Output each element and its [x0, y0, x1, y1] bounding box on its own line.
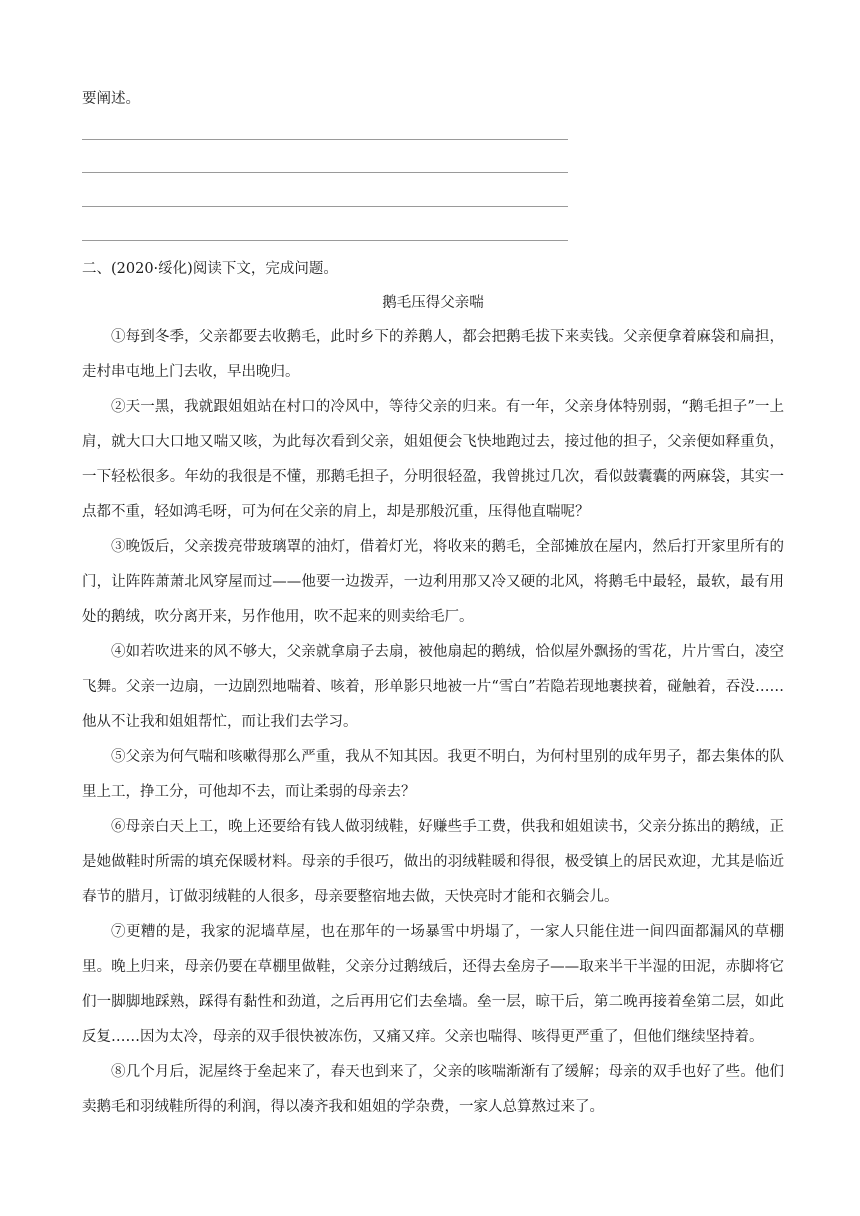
answer-line-3[interactable] — [82, 206, 568, 207]
answer-line-2[interactable] — [82, 172, 568, 173]
paragraph-2: ②天一黑，我就跟姐姐站在村口的冷风中，等待父亲的归来。有一年，父亲身体特别弱，“鹅毛担子”一上肩，就大口大口地又喘又咳，为此每次看到父亲，姐姐便会飞快地跑过去，接过他的担子，父亲便如释重负，一下轻松很多。年幼的我很是不懂，那鹅毛担子，分明很轻盈，我曾挑过几次，看似鼓囊囊的两麻袋，其实一点都不重，轻如鸿毛呀，可为何在父亲的肩上，却是那般沉重，压得他直喘呢？ — [82, 399, 784, 520]
answer-line-4[interactable] — [82, 240, 568, 241]
paragraph-6: ⑥母亲白天上工，晚上还要给有钱人做羽绒鞋，好赚些手工费，供我和姐姐读书，父亲分拣出的鹅绒，正是她做鞋时所需的填充保暖材料。母亲的手很巧，做出的羽绒鞋暖和得很，极受镇上的居民欢迎，尤其是临近春节的腊月，订做羽绒鞋的人很多，母亲要整宿地去做，天快亮时才能和衣躺会儿。 — [82, 819, 784, 905]
answer-line-1[interactable] — [82, 139, 568, 140]
article-body — [82, 320, 784, 1125]
paragraph-1: ①每到冬季，父亲都要去收鹅毛，此时乡下的养鹅人，都会把鹅毛拔下来卖钱。父亲便拿着麻袋和扁担，走村串屯地上门去收，早出晚归。 — [82, 329, 784, 380]
previous-question-tail: 要阐述。 — [82, 91, 140, 107]
paragraph-3: ③晚饭后，父亲拨亮带玻璃罩的油灯，借着灯光，将收来的鹅毛，全部摊放在屋内，然后打开家里所有的门，让阵阵萧萧北风穿屋而过——他要一边拨弄，一边利用那又冷又硬的北风，将鹅毛中最轻，最软，最有用处的鹅绒，吹分离开来，另作他用，吹不起来的则卖给毛厂。 — [82, 539, 784, 625]
paragraph-5: ⑤父亲为何气喘和咳嗽得那么严重，我从不知其因。我更不明白，为何村里别的成年男子，都去集体的队里上工，挣工分，可他却不去，而让柔弱的母亲去？ — [82, 749, 784, 800]
paragraph-7: ⑦更糟的是，我家的泥墙草屋，也在那年的一场暴雪中坍塌了，一家人只能住进一间四面都漏风的草棚里。晚上归来，母亲仍要在草棚里做鞋，父亲分过鹅绒后，还得去垒房子——取来半干半湿的田泥，赤脚将它们一脚脚地踩熟，踩得有黏性和劲道，之后再用它们去垒墙。垒一层，晾干后，第二晚再接着垒第二层，如此反复……因为太冷，母亲的双手很快被冻伤，又痛又痒。父亲也喘得、咳得更严重了，但他们继续坚持着。 — [82, 924, 784, 1045]
paragraph-4: ④如若吹进来的风不够大，父亲就拿扇子去扇，被他扇起的鹅绒，恰似屋外飘扬的雪花，片片雪白，凌空飞舞。父亲一边扇，一边剧烈地喘着、咳着，形单影只地被一片“雪白”若隐若现地裹挟着，碰触着，吞没……他从不让我和姐姐帮忙，而让我们去学习。 — [82, 644, 784, 730]
section-heading: 二、(2020·绥化)阅读下文，完成问题。 — [82, 261, 338, 277]
paragraph-8: ⑧几个月后，泥屋终于垒起来了，春天也到来了，父亲的咳喘渐渐有了缓解；母亲的双手也好了些。他们卖鹅毛和羽绒鞋所得的利润，得以凑齐我和姐姐的学杂费，一家人总算熬过来了。 — [82, 1064, 784, 1115]
article-title: 鹅毛压得父亲喘 — [382, 295, 484, 311]
